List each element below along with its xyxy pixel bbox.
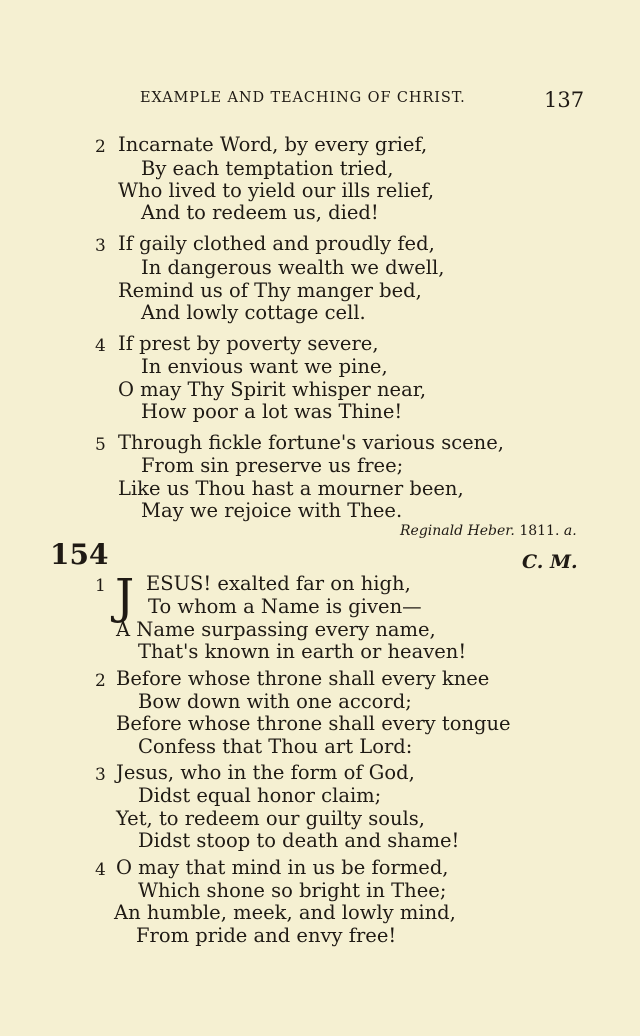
attribution	[400, 523, 577, 539]
verse-line: How poor a lot was Thine!	[141, 400, 403, 423]
verse-line: In envious want we pine,	[141, 355, 388, 378]
verse-line: May we rejoice with Thee.	[141, 499, 403, 522]
verse-line: Through fickle fortune's various scene,	[118, 431, 504, 454]
verse-line: And to redeem us, died!	[141, 201, 379, 224]
hymn-meter: C. M.	[522, 551, 578, 573]
verse-line: Before whose throne shall every tongue	[116, 712, 511, 735]
verse-number: 3	[95, 765, 106, 785]
verse-line: By each temptation tried,	[141, 157, 394, 180]
verse-line: Yet, to redeem our guilty souls,	[116, 807, 425, 830]
verse-line: In dangerous wealth we dwell,	[141, 256, 445, 279]
verse-line: From sin preserve us free;	[141, 454, 404, 477]
verse-number: 2	[95, 137, 106, 157]
verse-line: O may Thy Spirit whisper near,	[118, 378, 427, 401]
verse-line: If prest by poverty severe,	[118, 332, 379, 355]
verse-line: A Name surpassing every name,	[116, 618, 436, 641]
verse-line: Like us Thou hast a mourner been,	[118, 477, 464, 500]
verse-line: Didst stoop to death and shame!	[138, 829, 460, 852]
verse-number: 4	[95, 336, 106, 356]
verse-number: 1	[95, 576, 106, 596]
verse-line: ESUS! exalted far on high,	[146, 572, 411, 595]
attribution-year: 1811.	[519, 523, 560, 539]
verse-number: 2	[95, 671, 106, 691]
verse-line: Bow down with one accord;	[138, 690, 412, 713]
verse-line: Confess that Thou art Lord:	[138, 735, 413, 758]
verse-number: 5	[95, 435, 106, 455]
running-title: EXAMPLE AND TEACHING OF CHRIST.	[140, 90, 466, 106]
hymn-number: 154	[50, 538, 109, 571]
verse-line: Which shone so bright in Thee;	[138, 879, 447, 902]
verse-line: Remind us of Thy manger bed,	[118, 279, 422, 302]
verse-line: Didst equal honor claim;	[138, 784, 382, 807]
verse-line: Who lived to yield our ills relief,	[118, 179, 435, 202]
verse-line: Incarnate Word, by every grief,	[118, 133, 428, 156]
verse-line: That's known in earth or heaven!	[138, 640, 467, 663]
verse-line: From pride and envy free!	[136, 924, 397, 947]
verse-number: 4	[95, 860, 106, 880]
attribution-suffix: a.	[563, 523, 577, 539]
page-number: 137	[544, 88, 585, 112]
verse-line: An humble, meek, and lowly mind,	[114, 901, 456, 924]
drop-cap: J	[115, 569, 135, 625]
verse-line: If gaily clothed and proudly fed,	[118, 232, 435, 255]
verse-line: O may that mind in us be formed,	[116, 856, 449, 879]
author-name: Reginald Heber.	[400, 523, 515, 539]
verse-line: And lowly cottage cell.	[141, 301, 366, 324]
verse-number: 3	[95, 236, 106, 256]
verse-line: To whom a Name is given—	[148, 595, 422, 618]
verse-line: Before whose throne shall every knee	[116, 667, 490, 690]
verse-line: Jesus, who in the form of God,	[116, 761, 415, 784]
